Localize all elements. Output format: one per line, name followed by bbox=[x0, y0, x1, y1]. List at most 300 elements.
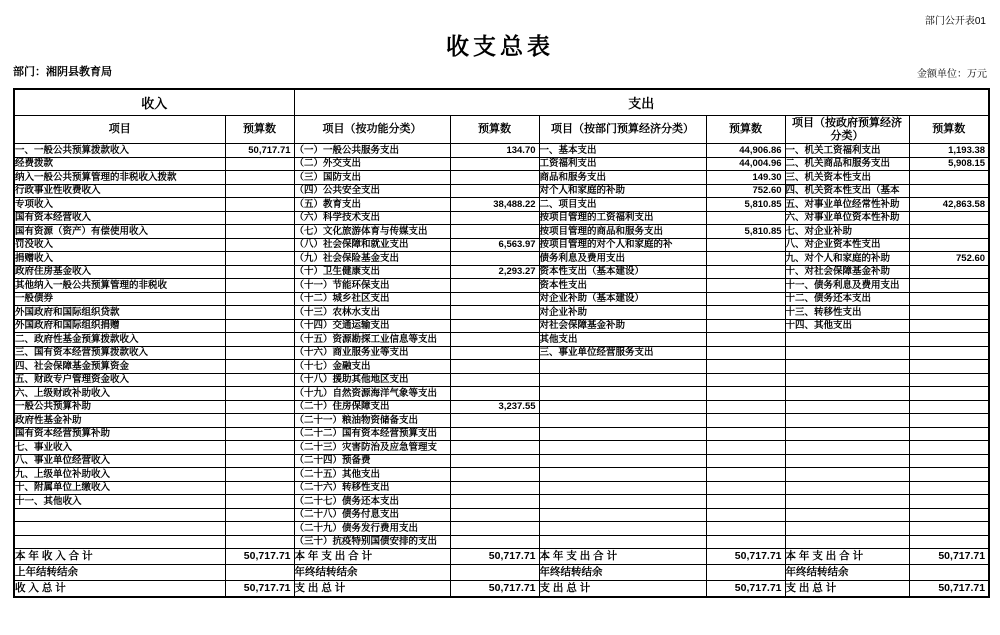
summary-row bbox=[14, 549, 989, 565]
gov-econ-item-value bbox=[909, 468, 989, 482]
gov-econ-item-value: 752.60 bbox=[909, 252, 989, 266]
income-item-value bbox=[225, 171, 294, 185]
gov-econ-item-value bbox=[909, 238, 989, 252]
func-item-label: （十三）农林水支出 bbox=[294, 306, 450, 320]
table-row bbox=[14, 387, 989, 401]
income-group-header: 收入 bbox=[14, 89, 294, 116]
income-item-label: 外国政府和国际组织贷款 bbox=[14, 306, 225, 320]
income-item-label: 十、附属单位上缴收入 bbox=[14, 481, 225, 495]
func-item-value bbox=[450, 508, 539, 522]
summary-label: 本 年 支 出 合 计 bbox=[539, 549, 706, 565]
table-row bbox=[14, 360, 989, 374]
dept-econ-item-value bbox=[706, 454, 785, 468]
dept-econ-item-value bbox=[706, 238, 785, 252]
dept-econ-item-label bbox=[539, 441, 706, 455]
income-item-value bbox=[225, 211, 294, 225]
gov-econ-item-label bbox=[785, 427, 909, 441]
table-row bbox=[14, 319, 989, 333]
unit-label: 金额单位：万元 bbox=[917, 69, 987, 80]
gov-econ-item-label: 二、机关商品和服务支出 bbox=[785, 157, 909, 171]
income-item-value bbox=[225, 346, 294, 360]
gov-econ-item-value bbox=[909, 481, 989, 495]
income-item-label: 六、上级财政补助收入 bbox=[14, 387, 225, 401]
func-item-label: （二十一）粮油物资储备支出 bbox=[294, 414, 450, 428]
dept-econ-item-value: 5,810.85 bbox=[706, 198, 785, 212]
summary-label: 本 年 收 入 合 计 bbox=[14, 549, 225, 565]
income-item-value: 50,717.71 bbox=[225, 144, 294, 158]
func-item-value bbox=[450, 346, 539, 360]
page-title: 收支总表 bbox=[446, 33, 554, 59]
func-item-label: （十五）资源勘探工业信息等支出 bbox=[294, 333, 450, 347]
dept-econ-item-value: 5,810.85 bbox=[706, 225, 785, 239]
income-item-label: 十一、其他收入 bbox=[14, 495, 225, 509]
func-item-value bbox=[450, 225, 539, 239]
func-item-value bbox=[450, 454, 539, 468]
summary-label: 支 出 总 计 bbox=[785, 581, 909, 598]
table-row bbox=[14, 454, 989, 468]
dept-econ-item-label bbox=[539, 387, 706, 401]
table-row bbox=[14, 535, 989, 549]
dept-econ-item-label bbox=[539, 360, 706, 374]
func-item-label: （二十四）预备费 bbox=[294, 454, 450, 468]
gov-econ-item-label bbox=[785, 454, 909, 468]
col-header-income-budget: 预算数 bbox=[225, 116, 294, 144]
func-item-value: 134.70 bbox=[450, 144, 539, 158]
gov-econ-item-label bbox=[785, 333, 909, 347]
gov-econ-item-label: 三、机关资本性支出 bbox=[785, 171, 909, 185]
gov-econ-item-label bbox=[785, 414, 909, 428]
summary-value: 50,717.71 bbox=[706, 581, 785, 598]
summary-label: 上年结转结余 bbox=[14, 565, 225, 581]
income-item-value bbox=[225, 508, 294, 522]
income-item-value bbox=[225, 198, 294, 212]
table-row bbox=[14, 333, 989, 347]
dept-econ-item-value bbox=[706, 265, 785, 279]
income-item-value bbox=[225, 238, 294, 252]
income-item-value bbox=[225, 252, 294, 266]
func-item-label: （九）社会保险基金支出 bbox=[294, 252, 450, 266]
table-row bbox=[14, 211, 989, 225]
table-row bbox=[14, 414, 989, 428]
table-row bbox=[14, 468, 989, 482]
expenditure-group-header: 支出 bbox=[294, 89, 989, 116]
income-item-value bbox=[225, 481, 294, 495]
gov-econ-item-value bbox=[909, 387, 989, 401]
income-item-label: 纳入一般公共预算管理的非税收入拨款 bbox=[14, 171, 225, 185]
dept-econ-item-value bbox=[706, 387, 785, 401]
income-item-label bbox=[14, 508, 225, 522]
table-row bbox=[14, 144, 989, 158]
gov-econ-item-value bbox=[909, 211, 989, 225]
dept-econ-item-value bbox=[706, 319, 785, 333]
income-item-label: 国有资本经营收入 bbox=[14, 211, 225, 225]
table-row bbox=[14, 184, 989, 198]
func-item-label: （二十三）灾害防治及应急管理支 bbox=[294, 441, 450, 455]
dept-econ-item-value bbox=[706, 306, 785, 320]
summary-value: 50,717.71 bbox=[909, 549, 989, 565]
income-item-label: 七、事业收入 bbox=[14, 441, 225, 455]
summary-label: 本 年 支 出 合 计 bbox=[785, 549, 909, 565]
gov-econ-item-label: 八、对企业资本性支出 bbox=[785, 238, 909, 252]
dept-econ-item-value bbox=[706, 400, 785, 414]
func-item-value bbox=[450, 292, 539, 306]
income-item-value bbox=[225, 279, 294, 293]
dept-econ-item-value: 44,004.96 bbox=[706, 157, 785, 171]
dept-econ-item-label: 债务利息及费用支出 bbox=[539, 252, 706, 266]
func-item-label: （二十六）转移性支出 bbox=[294, 481, 450, 495]
income-item-value bbox=[225, 495, 294, 509]
dept-econ-item-value: 44,906.86 bbox=[706, 144, 785, 158]
gov-econ-item-value bbox=[909, 495, 989, 509]
func-item-label: （二十五）其他支出 bbox=[294, 468, 450, 482]
gov-econ-item-value bbox=[909, 360, 989, 374]
income-item-label: 经费拨款 bbox=[14, 157, 225, 171]
func-item-label: （二十九）债务发行费用支出 bbox=[294, 522, 450, 536]
table-row bbox=[14, 238, 989, 252]
gov-econ-item-label bbox=[785, 535, 909, 549]
func-item-value: 6,563.97 bbox=[450, 238, 539, 252]
dept-econ-item-value: 752.60 bbox=[706, 184, 785, 198]
gov-econ-item-value bbox=[909, 346, 989, 360]
budget-table bbox=[13, 88, 990, 598]
dept-econ-item-value bbox=[706, 522, 785, 536]
gov-econ-item-label: 一、机关工资福利支出 bbox=[785, 144, 909, 158]
gov-econ-item-label: 十三、转移性支出 bbox=[785, 306, 909, 320]
func-item-label: （十九）自然资源海洋气象等支出 bbox=[294, 387, 450, 401]
dept-econ-item-label: 对企业补助（基本建设） bbox=[539, 292, 706, 306]
gov-econ-item-label bbox=[785, 400, 909, 414]
func-item-label: （五）教育支出 bbox=[294, 198, 450, 212]
func-item-label: （十八）援助其他地区支出 bbox=[294, 373, 450, 387]
func-item-label: （七）文化旅游体育与传媒支出 bbox=[294, 225, 450, 239]
summary-row bbox=[14, 565, 989, 581]
gov-econ-item-label: 五、对事业单位经常性补助 bbox=[785, 198, 909, 212]
gov-econ-item-label bbox=[785, 387, 909, 401]
income-item-value bbox=[225, 522, 294, 536]
gov-econ-item-value bbox=[909, 414, 989, 428]
table-row bbox=[14, 292, 989, 306]
gov-econ-item-label bbox=[785, 360, 909, 374]
dept-econ-item-value bbox=[706, 360, 785, 374]
table-row bbox=[14, 427, 989, 441]
column-header-row bbox=[14, 116, 989, 144]
table-row bbox=[14, 481, 989, 495]
income-item-value bbox=[225, 373, 294, 387]
dept-econ-item-value bbox=[706, 427, 785, 441]
dept-econ-item-value bbox=[706, 414, 785, 428]
income-item-label: 一般债券 bbox=[14, 292, 225, 306]
table-row bbox=[14, 171, 989, 185]
dept-econ-item-label: 资本性支出 bbox=[539, 279, 706, 293]
gov-econ-item-label bbox=[785, 373, 909, 387]
func-item-label: （三十）抗疫特别国债安排的支出 bbox=[294, 535, 450, 549]
income-item-value bbox=[225, 306, 294, 320]
dept-econ-item-value bbox=[706, 468, 785, 482]
func-item-value bbox=[450, 387, 539, 401]
gov-econ-item-label bbox=[785, 441, 909, 455]
func-item-value bbox=[450, 279, 539, 293]
income-item-label: 国有资本经营预算补助 bbox=[14, 427, 225, 441]
summary-value bbox=[909, 565, 989, 581]
table-row bbox=[14, 306, 989, 320]
income-item-label: 政府性基金补助 bbox=[14, 414, 225, 428]
income-item-label bbox=[14, 535, 225, 549]
gov-econ-item-value bbox=[909, 454, 989, 468]
dept-econ-item-label: 对企业补助 bbox=[539, 306, 706, 320]
summary-value bbox=[225, 565, 294, 581]
func-item-label: （二十二）国有资本经营预算支出 bbox=[294, 427, 450, 441]
summary-value bbox=[706, 565, 785, 581]
income-item-label: 九、上级单位补助收入 bbox=[14, 468, 225, 482]
gov-econ-item-label: 十二、债务还本支出 bbox=[785, 292, 909, 306]
form-number-label: 部门公开表01 bbox=[924, 16, 986, 27]
summary-value: 50,717.71 bbox=[225, 581, 294, 598]
income-item-value bbox=[225, 333, 294, 347]
dept-econ-item-value bbox=[706, 481, 785, 495]
gov-econ-item-value bbox=[909, 427, 989, 441]
func-item-value bbox=[450, 184, 539, 198]
dept-econ-item-label: 工资福利支出 bbox=[539, 157, 706, 171]
summary-label: 支 出 总 计 bbox=[294, 581, 450, 598]
col-header-func-item: 项目（按功能分类） bbox=[294, 116, 450, 144]
summary-value: 50,717.71 bbox=[909, 581, 989, 598]
dept-econ-item-label: 商品和服务支出 bbox=[539, 171, 706, 185]
income-item-value bbox=[225, 454, 294, 468]
func-item-label: （六）科学技术支出 bbox=[294, 211, 450, 225]
func-item-value bbox=[450, 360, 539, 374]
func-item-label: （四）公共安全支出 bbox=[294, 184, 450, 198]
dept-econ-item-label bbox=[539, 495, 706, 509]
dept-econ-item-value bbox=[706, 252, 785, 266]
gov-econ-item-value bbox=[909, 508, 989, 522]
gov-econ-item-label: 六、对事业单位资本性补助 bbox=[785, 211, 909, 225]
gov-econ-item-label bbox=[785, 522, 909, 536]
col-header-income-item: 项目 bbox=[14, 116, 225, 144]
income-item-value bbox=[225, 441, 294, 455]
income-item-value bbox=[225, 414, 294, 428]
gov-econ-item-value bbox=[909, 279, 989, 293]
summary-label: 年终结转结余 bbox=[785, 565, 909, 581]
income-item-label: 二、政府性基金预算拨款收入 bbox=[14, 333, 225, 347]
summary-label: 本 年 支 出 合 计 bbox=[294, 549, 450, 565]
dept-econ-item-value bbox=[706, 346, 785, 360]
gov-econ-item-label bbox=[785, 495, 909, 509]
dept-econ-item-label: 对社会保障基金补助 bbox=[539, 319, 706, 333]
gov-econ-item-label bbox=[785, 508, 909, 522]
table-row bbox=[14, 400, 989, 414]
gov-econ-item-value bbox=[909, 319, 989, 333]
func-item-label: （十七）金融支出 bbox=[294, 360, 450, 374]
dept-econ-item-label bbox=[539, 535, 706, 549]
dept-econ-item-label bbox=[539, 522, 706, 536]
col-header-gov-econ-budget: 预算数 bbox=[909, 116, 989, 144]
gov-econ-item-value: 5,908.15 bbox=[909, 157, 989, 171]
gov-econ-item-value: 1,193.38 bbox=[909, 144, 989, 158]
dept-econ-item-label: 对个人和家庭的补助 bbox=[539, 184, 706, 198]
func-item-label: （三）国防支出 bbox=[294, 171, 450, 185]
income-item-label: 一、一般公共预算拨款收入 bbox=[14, 144, 225, 158]
income-item-label: 五、财政专户管理资金收入 bbox=[14, 373, 225, 387]
dept-econ-item-label: 一、基本支出 bbox=[539, 144, 706, 158]
gov-econ-item-value: 42,863.58 bbox=[909, 198, 989, 212]
summary-row bbox=[14, 581, 989, 598]
func-item-value bbox=[450, 481, 539, 495]
func-item-value: 3,237.55 bbox=[450, 400, 539, 414]
dept-econ-item-label bbox=[539, 414, 706, 428]
summary-value bbox=[450, 565, 539, 581]
income-item-label: 三、国有资本经营预算拨款收入 bbox=[14, 346, 225, 360]
func-item-label: （十六）商业服务业等支出 bbox=[294, 346, 450, 360]
table-row bbox=[14, 346, 989, 360]
summary-label: 支 出 总 计 bbox=[539, 581, 706, 598]
col-header-gov-econ-item: 项目（按政府预算经济分类） bbox=[785, 116, 909, 144]
summary-value: 50,717.71 bbox=[706, 549, 785, 565]
func-item-value bbox=[450, 252, 539, 266]
gov-econ-item-value bbox=[909, 292, 989, 306]
gov-econ-item-label: 九、对个人和家庭的补助 bbox=[785, 252, 909, 266]
gov-econ-item-label bbox=[785, 346, 909, 360]
gov-econ-item-label bbox=[785, 481, 909, 495]
income-item-label bbox=[14, 522, 225, 536]
func-item-label: （二十）住房保障支出 bbox=[294, 400, 450, 414]
gov-econ-item-value bbox=[909, 171, 989, 185]
income-item-value bbox=[225, 535, 294, 549]
table-row bbox=[14, 508, 989, 522]
income-item-label: 一般公共预算补助 bbox=[14, 400, 225, 414]
col-header-func-budget: 预算数 bbox=[450, 116, 539, 144]
func-item-value bbox=[450, 319, 539, 333]
income-item-value bbox=[225, 468, 294, 482]
dept-econ-item-value bbox=[706, 211, 785, 225]
func-item-value bbox=[450, 306, 539, 320]
dept-econ-item-label bbox=[539, 481, 706, 495]
dept-econ-item-label bbox=[539, 454, 706, 468]
income-item-label: 国有资源（资产）有偿使用收入 bbox=[14, 225, 225, 239]
income-item-label: 外国政府和国际组织捐赠 bbox=[14, 319, 225, 333]
gov-econ-item-value bbox=[909, 306, 989, 320]
dept-econ-item-label bbox=[539, 427, 706, 441]
income-item-value bbox=[225, 265, 294, 279]
dept-econ-item-label bbox=[539, 400, 706, 414]
income-item-label: 政府住房基金收入 bbox=[14, 265, 225, 279]
income-item-label: 捐赠收入 bbox=[14, 252, 225, 266]
gov-econ-item-label: 十四、其他支出 bbox=[785, 319, 909, 333]
func-item-label: （十四）交通运输支出 bbox=[294, 319, 450, 333]
income-item-value bbox=[225, 387, 294, 401]
gov-econ-item-label: 十、对社会保障基金补助 bbox=[785, 265, 909, 279]
income-item-value bbox=[225, 400, 294, 414]
dept-econ-item-label: 资本性支出（基本建设） bbox=[539, 265, 706, 279]
func-item-label: （二）外交支出 bbox=[294, 157, 450, 171]
table-row bbox=[14, 157, 989, 171]
func-item-label: （八）社会保障和就业支出 bbox=[294, 238, 450, 252]
dept-econ-item-value bbox=[706, 279, 785, 293]
gov-econ-item-label: 七、对企业补助 bbox=[785, 225, 909, 239]
summary-value: 50,717.71 bbox=[450, 549, 539, 565]
dept-econ-item-label: 按项目管理的对个人和家庭的补 bbox=[539, 238, 706, 252]
department-label: 部门：湘阴县教育局 bbox=[13, 66, 112, 78]
func-item-value: 38,488.22 bbox=[450, 198, 539, 212]
func-item-value bbox=[450, 157, 539, 171]
func-item-value bbox=[450, 427, 539, 441]
income-item-label: 四、社会保障基金预算资金 bbox=[14, 360, 225, 374]
income-item-value bbox=[225, 360, 294, 374]
dept-econ-item-label bbox=[539, 508, 706, 522]
income-item-value bbox=[225, 427, 294, 441]
income-item-label: 罚没收入 bbox=[14, 238, 225, 252]
income-item-value bbox=[225, 319, 294, 333]
table-row bbox=[14, 279, 989, 293]
gov-econ-item-value bbox=[909, 400, 989, 414]
summary-label: 收 入 总 计 bbox=[14, 581, 225, 598]
func-item-label: （二十八）债务付息支出 bbox=[294, 508, 450, 522]
func-item-value bbox=[450, 171, 539, 185]
func-item-value bbox=[450, 373, 539, 387]
func-item-value bbox=[450, 468, 539, 482]
gov-econ-item-value bbox=[909, 333, 989, 347]
summary-label: 年终结转结余 bbox=[539, 565, 706, 581]
income-item-label: 八、事业单位经营收入 bbox=[14, 454, 225, 468]
func-item-value bbox=[450, 441, 539, 455]
col-header-dept-econ-budget: 预算数 bbox=[706, 116, 785, 144]
table-row bbox=[14, 522, 989, 536]
income-item-label: 专项收入 bbox=[14, 198, 225, 212]
gov-econ-item-label: 四、机关资本性支出（基本 bbox=[785, 184, 909, 198]
func-item-value bbox=[450, 495, 539, 509]
func-item-value: 2,293.27 bbox=[450, 265, 539, 279]
func-item-value bbox=[450, 522, 539, 536]
dept-econ-item-value bbox=[706, 495, 785, 509]
func-item-label: （十二）城乡社区支出 bbox=[294, 292, 450, 306]
func-item-label: （十）卫生健康支出 bbox=[294, 265, 450, 279]
dept-econ-item-label: 其他支出 bbox=[539, 333, 706, 347]
group-header-row bbox=[14, 89, 989, 116]
table-row bbox=[14, 198, 989, 212]
col-header-dept-econ-item: 项目（按部门预算经济分类） bbox=[539, 116, 706, 144]
income-item-value bbox=[225, 225, 294, 239]
table-row bbox=[14, 265, 989, 279]
func-item-label: （二十七）债务还本支出 bbox=[294, 495, 450, 509]
income-item-label: 其他纳入一般公共预算管理的非税收 bbox=[14, 279, 225, 293]
gov-econ-item-label: 十一、债务利息及费用支出 bbox=[785, 279, 909, 293]
dept-econ-item-label: 按项目管理的工资福利支出 bbox=[539, 211, 706, 225]
gov-econ-item-value bbox=[909, 441, 989, 455]
dept-econ-item-label: 三、事业单位经营服务支出 bbox=[539, 346, 706, 360]
dept-econ-item-value: 149.30 bbox=[706, 171, 785, 185]
dept-econ-item-value bbox=[706, 508, 785, 522]
budget-table-body bbox=[14, 144, 989, 598]
dept-econ-item-value bbox=[706, 292, 785, 306]
dept-econ-item-label: 按项目管理的商品和服务支出 bbox=[539, 225, 706, 239]
dept-econ-item-value bbox=[706, 333, 785, 347]
income-item-label: 行政事业性收费收入 bbox=[14, 184, 225, 198]
dept-econ-item-label bbox=[539, 468, 706, 482]
func-item-value bbox=[450, 414, 539, 428]
income-item-value bbox=[225, 157, 294, 171]
gov-econ-item-value bbox=[909, 225, 989, 239]
summary-value: 50,717.71 bbox=[225, 549, 294, 565]
gov-econ-item-value bbox=[909, 522, 989, 536]
table-row bbox=[14, 225, 989, 239]
dept-econ-item-value bbox=[706, 441, 785, 455]
income-item-value bbox=[225, 292, 294, 306]
summary-label: 年终结转结余 bbox=[294, 565, 450, 581]
func-item-label: （一）一般公共服务支出 bbox=[294, 144, 450, 158]
gov-econ-item-value bbox=[909, 184, 989, 198]
table-row bbox=[14, 495, 989, 509]
table-row bbox=[14, 252, 989, 266]
gov-econ-item-label bbox=[785, 468, 909, 482]
